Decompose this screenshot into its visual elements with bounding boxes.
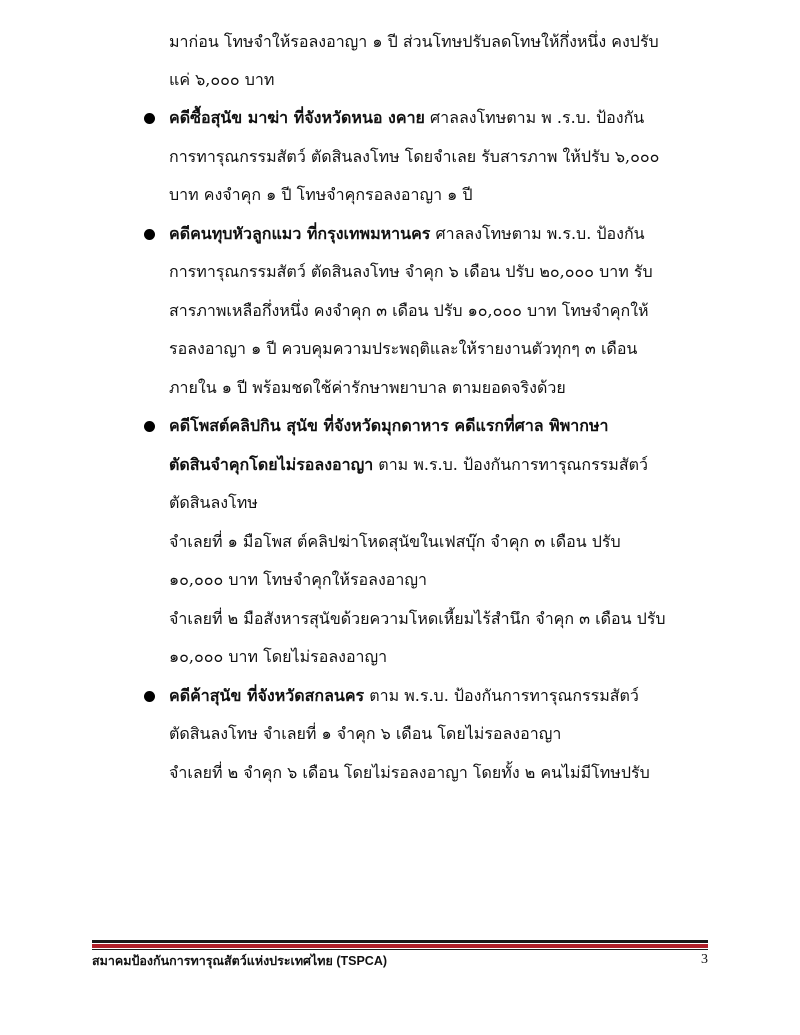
paragraph-line: จำเลยที่ ๑ มือโพส ต์คลิปฆ่าโหดสุนัขในเฟสบุ๊ก จำคุก ๓ เดือน ปรับ [169,532,621,551]
paragraph-line: จำเลยที่ ๒ จำคุก ๖ เดือน โดยไม่รอลงอาญา โดยทั้ง ๒ คนไม่มีโทษปรับ [169,763,650,782]
case-heading-line [169,684,639,708]
paragraph-line: การทารุณกรรมสัตว์ ตัดสินลงโทษ จำคุก ๖ เดือน ปรับ ๒๐,๐๐๐ บาท รับ [169,262,653,281]
bullet-icon [144,421,155,432]
paragraph-line: มาก่อน โทษจำให้รอลงอาญา ๑ ปี ส่วนโทษปรับลดโทษให้กึ่งหนึ่ง คงปรับ [169,32,659,51]
footer-divider [92,949,708,950]
paragraph-line: การทารุณกรรมสัตว์ ตัดสินลงโทษ โดยจำเลย รับสารภาพ ให้ปรับ ๖,๐๐๐ [169,147,660,166]
case-text: ศาลลงโทษตาม พ .ร.บ. ป้องกัน [424,108,645,127]
bullet-icon [144,113,155,124]
case-title: คดีโพสต์คลิปกิน สุนัข ที่จังหวัดมุกดาหาร คดีแรกที่ศาล พิพากษา [169,416,609,435]
paragraph-line: ภายใน ๑ ปี พร้อมชดใช้ค่ารักษาพยาบาล ตามยอดจริงด้วย [169,378,566,397]
paragraph-line: แค่ ๖,๐๐๐ บาท [169,70,275,89]
case-title: คดีคนทุบหัวลูกแมว ที่กรุงเทพมหานคร [169,224,431,243]
case-title: คดีค้าสุนัข ที่จังหวัดสกลนคร [169,686,365,705]
paragraph-line: สารภาพเหลือกึ่งหนึ่ง คงจำคุก ๓ เดือน ปรับ ๑๐,๐๐๐ บาท โทษจำคุกให้ [169,301,649,320]
paragraph-line: รอลงอาญา ๑ ปี ควบคุมความประพฤติและให้รายงานตัวทุกๆ ๓ เดือน [169,339,638,358]
paragraph-line: บาท คงจำคุก ๑ ปี โทษจำคุกรอลงอาญา ๑ ปี [169,185,473,204]
paragraph-line: ๑๐,๐๐๐ บาท โดยไม่รอลงอาญา [169,647,388,666]
bullet-icon [144,691,155,702]
case-heading-line [169,222,645,246]
case-title: คดีซื้อสุนัข มาฆ่า ที่จังหวัดหนอ งคาย [169,108,425,127]
paragraph-line: ตัดสินลงโทษ [169,493,258,512]
footer-divider-accent [92,944,708,948]
bullet-icon [144,229,155,240]
case-heading-line [169,453,648,477]
case-text: ตาม พ.ร.บ. ป้องกันการทารุณกรรมสัตว์ [373,455,648,474]
footer-organization: สมาคมป้องกันการทารุณสัตว์แห่งประเทศไทย (TSPCA) [92,954,388,968]
page-number: 3 [701,952,708,967]
paragraph-line: ๑๐,๐๐๐ บาท โทษจำคุกให้รอลงอาญา [169,570,427,589]
case-text: ตาม พ.ร.บ. ป้องกันการทารุณกรรมสัตว์ [364,686,639,705]
case-title-continued: ตัดสินจำคุกโดยไม่รอลงอาญา [169,455,374,474]
case-heading-line [169,106,644,130]
footer-divider [92,940,708,943]
case-text: ศาลลงโทษตาม พ.ร.บ. ป้องกัน [430,224,645,243]
paragraph-line: ตัดสินลงโทษ จำเลยที่ ๑ จำคุก ๖ เดือน โดยไม่รอลงอาญา [169,724,562,743]
paragraph-line: จำเลยที่ ๒ มือสังหารสุนัขด้วยความโหดเหี้ยมไร้สำนึก จำคุก ๓ เดือน ปรับ [169,609,666,628]
